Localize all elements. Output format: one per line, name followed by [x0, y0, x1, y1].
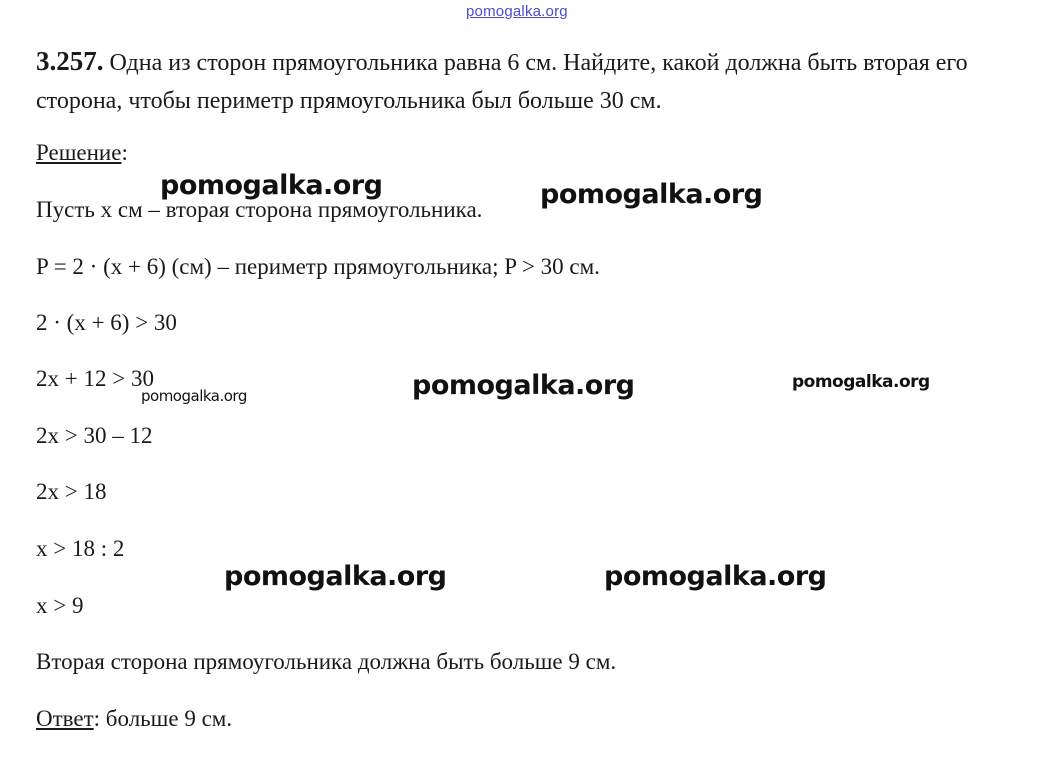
solution-heading: Решение [36, 140, 122, 165]
watermark-5: pomogalka.org [141, 387, 247, 405]
solution-heading-line [36, 138, 128, 168]
solution-line-4: 2x + 12 > 30 [36, 366, 154, 391]
watermark-1: pomogalka.org [160, 170, 383, 201]
problem-statement [36, 42, 1026, 120]
watermark-2: pomogalka.org [540, 179, 763, 210]
solution-line-2: P = 2 · (x + 6) (см) – периметр прямоугольника; P > 30 см. [36, 254, 600, 279]
answer-line [36, 704, 232, 734]
solution-line-3: 2 · (x + 6) > 30 [36, 310, 177, 335]
answer-text: : больше 9 см. [93, 706, 233, 731]
solution-conclusion: Вторая сторона прямоугольника должна быть больше 9 см. [36, 649, 617, 674]
solution-line-7: x > 18 : 2 [36, 536, 125, 561]
top-watermark: pomogalka.org [466, 3, 568, 20]
watermark-4: pomogalka.org [792, 372, 930, 392]
solution-heading-colon: : [121, 140, 128, 165]
answer-label: Ответ [36, 706, 94, 731]
solution-line-1: Пусть x см – вторая сторона прямоугольника. [36, 197, 483, 222]
problem-number: 3.257. [36, 46, 104, 76]
solution-line-6: 2x > 18 [36, 479, 107, 504]
problem-text: Одна из сторон прямоугольника равна 6 см. Найдите, какой должна быть вторая его сторона, чтобы периметр прямоугольника был больше 30 см. [36, 50, 968, 114]
watermark-7: pomogalka.org [604, 561, 827, 592]
watermark-6: pomogalka.org [224, 561, 447, 592]
solution-line-8: x > 9 [36, 593, 84, 618]
solution-line-5: 2x > 30 – 12 [36, 423, 153, 448]
watermark-3: pomogalka.org [412, 370, 635, 401]
